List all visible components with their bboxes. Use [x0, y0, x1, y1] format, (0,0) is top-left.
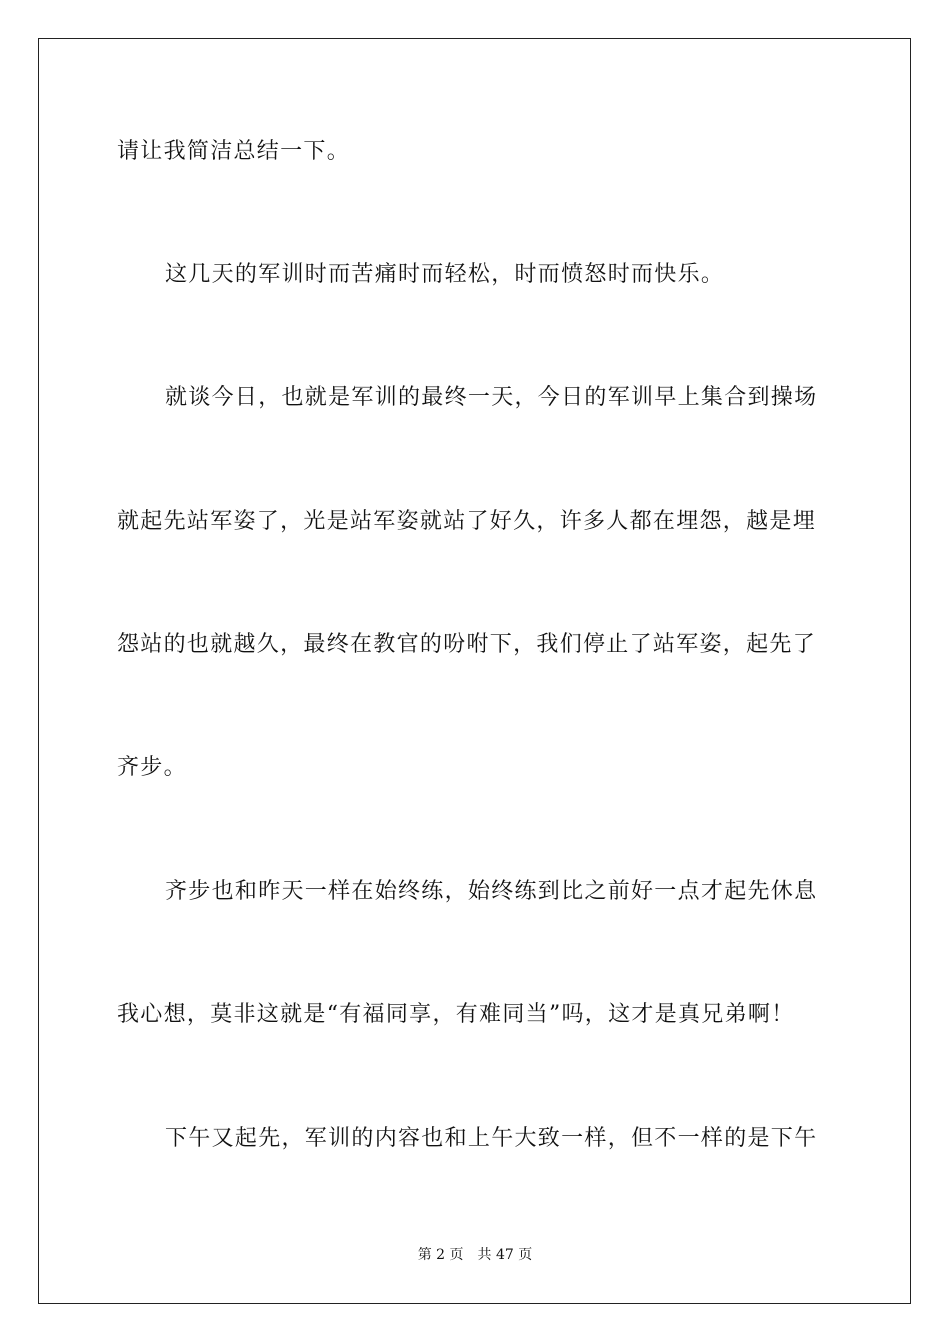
text-line-2: 这几天的军训时而苦痛时而轻松，时而愤怒时而快乐。	[165, 262, 725, 287]
page-number: 第 2 页	[417, 1247, 464, 1263]
text-line-5: 怨站的也就越久，最终在教官的吩咐下，我们停止了站军姿，起先了	[117, 632, 817, 657]
text-line-8: 我心想，莫非这就是“有福同享，有难同当”吗，这才是真兄弟啊！	[117, 1002, 795, 1027]
page-footer	[0, 1246, 950, 1264]
text-line-4: 就起先站军姿了，光是站军姿就站了好久，许多人都在埋怨，越是埋	[117, 509, 817, 534]
text-line-9: 下午又起先，军训的内容也和上午大致一样，但不一样的是下午	[165, 1126, 818, 1151]
page-border	[38, 38, 911, 1304]
text-line-6: 齐步。	[117, 755, 187, 780]
page-total: 共 47 页	[477, 1247, 533, 1263]
text-line-3: 就谈今日，也就是军训的最终一天，今日的军训早上集合到操场	[165, 385, 818, 410]
text-line-7: 齐步也和昨天一样在始终练，始终练到比之前好一点才起先休息	[165, 879, 818, 904]
text-line-1: 请让我简洁总结一下。	[117, 139, 351, 164]
